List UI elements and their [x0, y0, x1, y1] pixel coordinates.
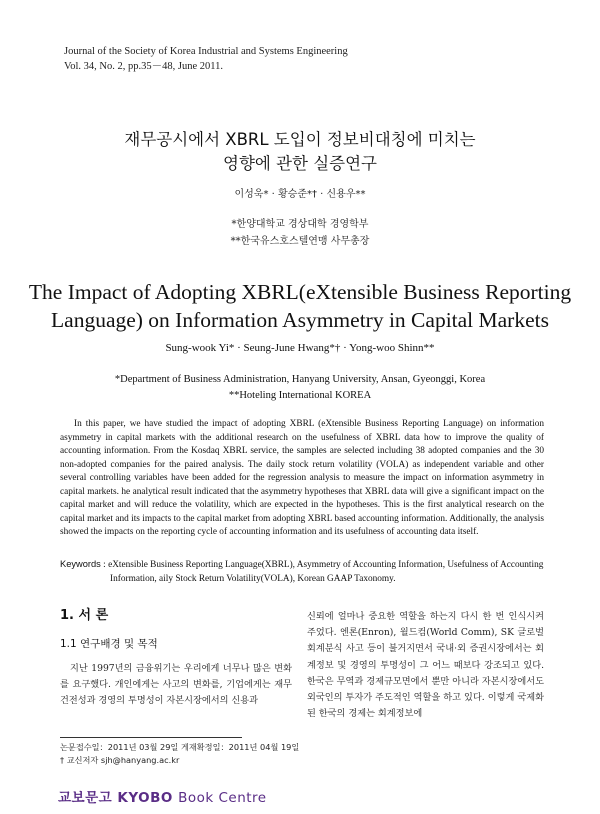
- korean-affiliations: [0, 216, 600, 250]
- logo-brand: KYOBO: [117, 790, 173, 806]
- subsection-heading: 1.1 연구배경 및 목적: [60, 638, 158, 650]
- section-heading: 1. 서 론: [60, 608, 109, 623]
- journal-header: [64, 44, 348, 74]
- kyobo-logo: [58, 786, 267, 806]
- korean-title-line1: 재무공시에서 XBRL 도입이 정보비대칭에 미치는: [124, 130, 476, 149]
- korean-title: [0, 128, 600, 176]
- english-title-line2: Language) on Information Asymmetry in Capital Markets: [51, 308, 549, 332]
- keywords-label: Keywords: [60, 559, 101, 569]
- korean-affiliation-1: *한양대학교 경상대학 경영학부: [231, 219, 369, 230]
- english-affiliation-1: *Department of Business Administration, Hanyang University, Ansan, Gyeonggi, Korea: [114, 374, 486, 385]
- english-title-line1: The Impact of Adopting XBRL(eXtensible Business Reporting: [28, 280, 572, 304]
- keywords-line1: : eXtensible Business Reporting Language(XBRL), Asymmetry of Accounting Information, Usefulness of Accounting: [103, 560, 544, 570]
- keywords-line2: Information, aily Stock Return Volatility(VOLA), Korean GAAP Taxonomy.: [110, 573, 396, 584]
- logo-korean: 교보문고: [58, 790, 113, 806]
- abstract: In this paper, we have studied the impact of adopting XBRL (eXtensible Business Reporting Language) on information asymmetry in capital markets with the additional research on the usefulness of XBRL data how to improve the quality of accounting information. From the Kosdaq XBRL service, the samples are selected including 38 adopted companies and the 30 non-adopted companies for the paired analysis. The daily stock return volatility (VOLA) as independent variable and other several controlling variables have been added for the regression analysis to measure the impact on information asymmetry in capital markets. he analytical result indicated that the asymmetry hypotheses that XBRL data will give a significant impact on the capital market and will reduce the volatility, which are expected in the hypotheses. This is the first analytical research on the capital market and its impacts to the capital market from adopting XBRL based accounting information. Additionally, the analysis showed the impacts on the reporting cycle of accounting information and its usefulness of accounting data itself.: [60, 419, 544, 538]
- english-authors: Sung-wook Yi* · Seung-June Hwang*† · Yong-woo Shinn**: [165, 342, 435, 354]
- korean-authors: 이성욱* · 황승준*† · 신용우**: [234, 189, 366, 200]
- english-affiliation-2: **Hoteling International KOREA: [228, 390, 372, 401]
- korean-affiliation-2: **한국유스호스텔연맹 사무총장: [230, 236, 370, 247]
- journal-volume: Vol. 34, No. 2, pp.35－48, June 2011.: [64, 61, 223, 72]
- english-title: [20, 278, 580, 334]
- english-affiliations: [0, 372, 600, 404]
- footnotes: [60, 741, 299, 766]
- footnote-rule: [60, 737, 242, 738]
- logo-suffix: Book Centre: [178, 790, 267, 806]
- body-right-column: 신뢰에 얼마나 중요한 역할을 하는지 다시 한 번 인식시켜 주었다. 엔론(Enron), 월드컴(World Comm), SK 글로벌 회계분식 사고 등이 불거지면서 국내·외 증권시장에서는 회계정보 및 경영의 투명성이 그 어느 때보다 강조되고 있다. 한국은 무역과 경제규모면에서 뿐만 아니라 자본시장에서도 외국인의 투자가 주도적인 역할을 하고 있다. 이렇게 국제화된 한국의 경제는 회계정보에: [307, 611, 544, 720]
- journal-name: Journal of the Society of Korea Industrial and Systems Engineering: [64, 46, 348, 57]
- footnote-corresponding: † 교신저자 sjh@hanyang.ac.kr: [60, 754, 180, 765]
- body-left-column: 지난 1997년의 금융위기는 우리에게 너무나 많은 변화를 요구했다. 개인에게는 사고의 변화를, 기업에게는 재무건전성과 경영의 투명성이 자본시장에서의 신용과: [60, 663, 292, 707]
- footnote-dates: 논문접수일：2011년 03월 29일 게재확정일：2011년 04월 19일: [60, 742, 300, 752]
- keywords: [60, 558, 550, 586]
- korean-title-line2: 영향에 관한 실증연구: [223, 154, 377, 173]
